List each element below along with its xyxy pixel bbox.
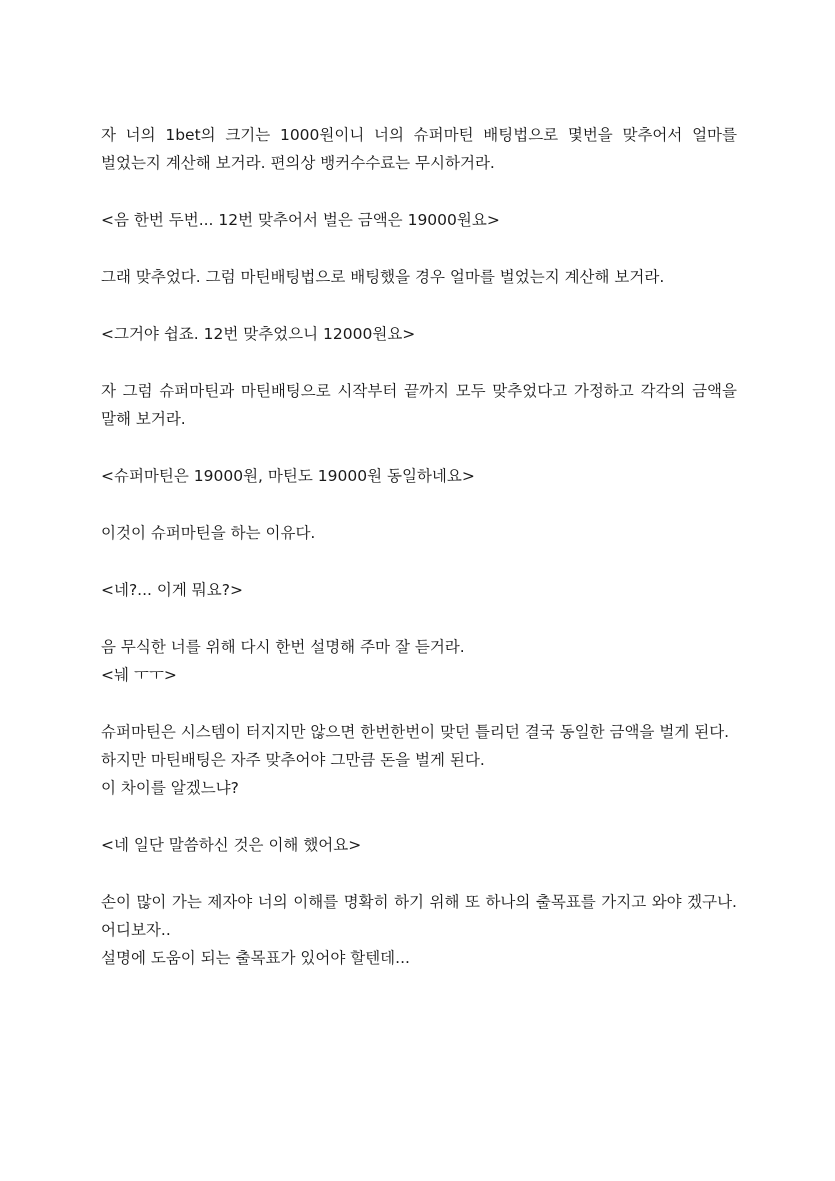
paragraph: [101, 121, 737, 177]
dialogue-line: [101, 462, 737, 490]
paragraph: [101, 377, 737, 433]
text-line: <눼 ㅜㅜ>: [101, 666, 177, 684]
paragraph: [101, 633, 737, 689]
dialogue-line: [101, 576, 737, 604]
text-line: 슈퍼마틴은 시스템이 터지지만 않으면 한번한번이 맞던 틀리던 결국 동일한 금액을 벌게 된다.: [101, 723, 730, 741]
dialogue-line: [101, 320, 737, 348]
text-line: 하지만 마틴배팅은 자주 맞추어야 그만큼 돈을 벌게 된다.: [101, 751, 485, 769]
text-line: 이것이 슈퍼마틴을 하는 이유다.: [101, 524, 316, 542]
paragraph: [101, 519, 737, 547]
paragraph: [101, 718, 737, 802]
text-line: 그래 맞추었다. 그럼 마틴배팅법으로 배팅했을 경우 얼마를 벌었는지 계산해 보거라.: [101, 268, 665, 286]
text-line: 자 그럼 슈퍼마틴과 마틴배팅으로 시작부터 끝까지 모두 맞추었다고 가정하고 각각의 금액을 말해 보거라.: [101, 382, 737, 428]
dialogue-line: [101, 831, 737, 859]
paragraph: [101, 888, 737, 972]
text-line: 손이 많이 가는 제자야 너의 이해를 명확히 하기 위해 또 하나의 출목표를 가지고 와야 겠구나. 어디보자..: [101, 893, 737, 939]
dialogue-line: [101, 206, 737, 234]
text-line: <그거야 쉽죠. 12번 맞추었으니 12000원요>: [101, 325, 416, 343]
text-line: <네 일단 말씀하신 것은 이해 했어요>: [101, 836, 362, 854]
text-line: 음 무식한 너를 위해 다시 한번 설명해 주마 잘 듣거라.: [101, 638, 465, 656]
text-line: <음 한번 두번... 12번 맞추어서 벌은 금액은 19000원요>: [101, 211, 500, 229]
text-line: 자 너의 1bet의 크기는 1000원이니 너의 슈퍼마틴 배팅법으로 몇번을 맞추어서 얼마를 벌었는지 계산해 보거라. 편의상 뱅커수수료는 무시하거라.: [101, 126, 737, 172]
text-line: 이 차이를 알겠느냐?: [101, 779, 239, 797]
document-body: [101, 121, 737, 972]
text-line: 설명에 도움이 되는 출목표가 있어야 할텐데...: [101, 949, 410, 967]
paragraph: [101, 263, 737, 291]
text-line: <슈퍼마틴은 19000원, 마틴도 19000원 동일하네요>: [101, 467, 475, 485]
text-line: <네?... 이게 뭐요?>: [101, 581, 243, 599]
